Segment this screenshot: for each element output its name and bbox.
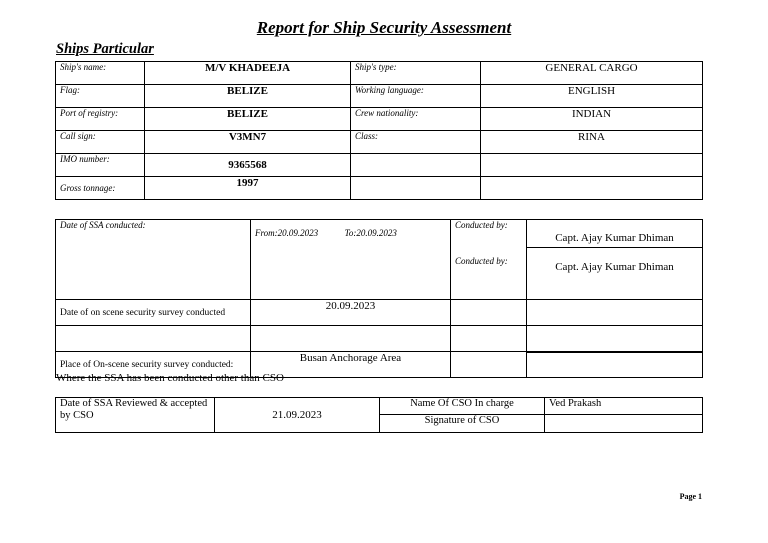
imo-number-label: IMO number: (56, 154, 145, 177)
date-of-ssa-label: Date of SSA conducted: (56, 220, 251, 300)
ship-type-label: Ship's type: (351, 62, 481, 85)
ships-particular-table (55, 61, 703, 200)
conducted-by-label-1: Conducted by: (455, 220, 508, 230)
call-sign-label: Call sign: (56, 131, 145, 154)
class-label: Class: (351, 131, 481, 154)
cso-name-label: Name Of CSO In charge (380, 398, 545, 415)
empty-cell (481, 154, 703, 177)
conducted-by-value-1: Capt. Ajay Kumar Dhiman (527, 220, 703, 248)
crew-nationality-label: Crew nationality: (351, 108, 481, 131)
imo-number-value: 9365568 (145, 154, 351, 177)
empty-cell (451, 326, 527, 352)
ssa-date-range (251, 220, 451, 300)
report-title: Report for Ship Security Assessment (256, 18, 512, 37)
flag-value: BELIZE (145, 85, 351, 108)
gross-tonnage-label: Gross tonnage: (56, 177, 145, 200)
empty-cell (451, 352, 527, 378)
working-language-value: ENGLISH (481, 85, 703, 108)
cso-table (55, 397, 703, 433)
section-title-ships-particular: Ships Particular (56, 41, 154, 57)
empty-cell (56, 326, 251, 352)
ship-type-value: GENERAL CARGO (481, 62, 703, 85)
empty-cell (451, 300, 527, 326)
empty-cell (481, 177, 703, 200)
port-of-registry-label: Port of registry: (56, 108, 145, 131)
ssa-table (55, 219, 703, 378)
ssa-from: From:20.09.2023 (255, 228, 319, 238)
empty-cell (527, 352, 703, 378)
empty-cell (251, 326, 451, 352)
flag-label: Flag: (56, 85, 145, 108)
working-language-label: Working language: (351, 85, 481, 108)
empty-cell (351, 177, 481, 200)
cso-signature-label: Signature of CSO (380, 415, 545, 433)
place-value: Busan Anchorage Area (251, 352, 451, 378)
onscene-survey-date: 20.09.2023 (251, 300, 451, 326)
empty-cell (527, 326, 703, 352)
cso-name-value: Ved Prakash (545, 398, 703, 415)
reviewed-date: 21.09.2023 (215, 398, 380, 433)
ssa-to: To:20.09.2023 (344, 228, 397, 238)
page-number: Page 1 (679, 492, 702, 501)
class-value: RINA (481, 131, 703, 154)
gross-tonnage-value: 1997 (145, 177, 351, 200)
conducted-by-label (451, 220, 527, 300)
call-sign-value: V3MN7 (145, 131, 351, 154)
reviewed-label: Date of SSA Reviewed & accepted by CSO (56, 398, 215, 433)
ship-name-label: Ship's name: (56, 62, 145, 85)
note-text: Where the SSA has been conducted other than CSO (56, 372, 284, 384)
port-of-registry-value: BELIZE (145, 108, 351, 131)
empty-cell (351, 154, 481, 177)
cso-signature-value (545, 415, 703, 433)
crew-nationality-value: INDIAN (481, 108, 703, 131)
empty-cell (527, 300, 703, 326)
conducted-by-value-2: Capt. Ajay Kumar Dhiman (527, 248, 703, 300)
ship-name-value: M/V KHADEEJA (145, 62, 351, 85)
conducted-by-label-2: Conducted by: (455, 256, 508, 266)
onscene-survey-label: Date of on scene security survey conducted (56, 300, 251, 326)
place-label: Place of On-scene security survey conducted: (56, 352, 251, 378)
